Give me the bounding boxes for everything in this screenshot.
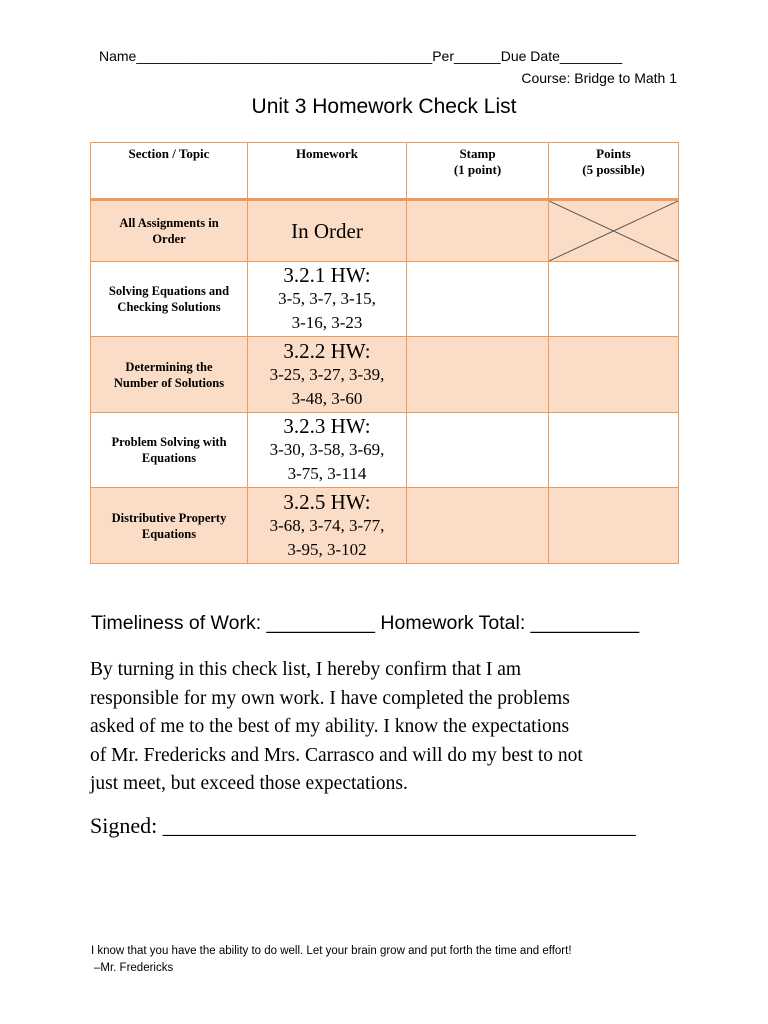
homework-cell: In Order [248, 200, 407, 262]
stamp-cell [407, 200, 549, 262]
course-label: Course: Bridge to Math 1 [521, 70, 677, 86]
stamp-cell [407, 413, 549, 488]
affirmation-line: asked of me to the best of my ability. I know the expectations [90, 716, 570, 737]
points-cell [549, 337, 679, 413]
homework-cell: 3.2.2 HW: 3-25, 3-27, 3-39, 3-48, 3-60 [248, 337, 407, 413]
affirmation-line: of Mr. Fredericks and Mrs. Carrasco and will do my best to not [90, 744, 583, 766]
affirmation-paragraph [90, 656, 690, 799]
table-row [91, 262, 679, 337]
cross-out-icon [549, 201, 678, 261]
points-cell [549, 488, 679, 564]
homework-cell: 3.2.1 HW: 3-5, 3-7, 3-15, 3-16, 3-23 [248, 262, 407, 337]
header-section-topic: Section / Topic [91, 143, 248, 200]
stamp-cell [407, 262, 549, 337]
homework-checklist-table [90, 142, 679, 564]
homework-cell: 3.2.5 HW: 3-68, 3-74, 3-77, 3-95, 3-102 [248, 488, 407, 564]
affirmation-line: responsible for my own work. I have completed the problems [90, 687, 570, 709]
topic-cell: Distributive Property Equations [91, 488, 248, 564]
affirmation-line: just meet, but exceed those expectations. [90, 773, 408, 794]
stamp-cell [407, 337, 549, 413]
footer-quote [91, 943, 572, 977]
topic-cell: Solving Equations and Checking Solutions [91, 262, 248, 337]
table-row [91, 413, 679, 488]
table-row [91, 200, 679, 262]
signature-line: Signed: ___________________________________________ [90, 813, 636, 838]
topic-cell: Determining the Number of Solutions [91, 337, 248, 413]
quote-text: I know that you have the ability to do well. Let your brain grow and put forth the time and effort! [91, 945, 572, 957]
points-cell [549, 413, 679, 488]
homework-cell: 3.2.3 HW: 3-30, 3-58, 3-69, 3-75, 3-114 [248, 413, 407, 488]
timeliness-and-total-line: Timeliness of Work: __________ Homework Total: __________ [91, 612, 640, 634]
header-points: Points (5 possible) [549, 143, 679, 200]
points-cell [549, 262, 679, 337]
table-row [91, 337, 679, 413]
header-stamp: Stamp (1 point) [407, 143, 549, 200]
affirmation-line: By turning in this check list, I hereby confirm that I am [90, 659, 522, 680]
topic-cell: All Assignments in Order [91, 200, 248, 262]
points-cell-crossed-out [549, 200, 679, 262]
topic-cell: Problem Solving with Equations [91, 413, 248, 488]
stamp-cell [407, 488, 549, 564]
table-header-row [91, 143, 679, 200]
header-homework: Homework [248, 143, 407, 200]
table-row [91, 488, 679, 564]
name-period-due-date-line: Name______________________________________Per______Due Date________ [99, 48, 623, 64]
page-title: Unit 3 Homework Check List [251, 95, 517, 118]
quote-attribution: –Mr. Fredericks [94, 962, 174, 974]
